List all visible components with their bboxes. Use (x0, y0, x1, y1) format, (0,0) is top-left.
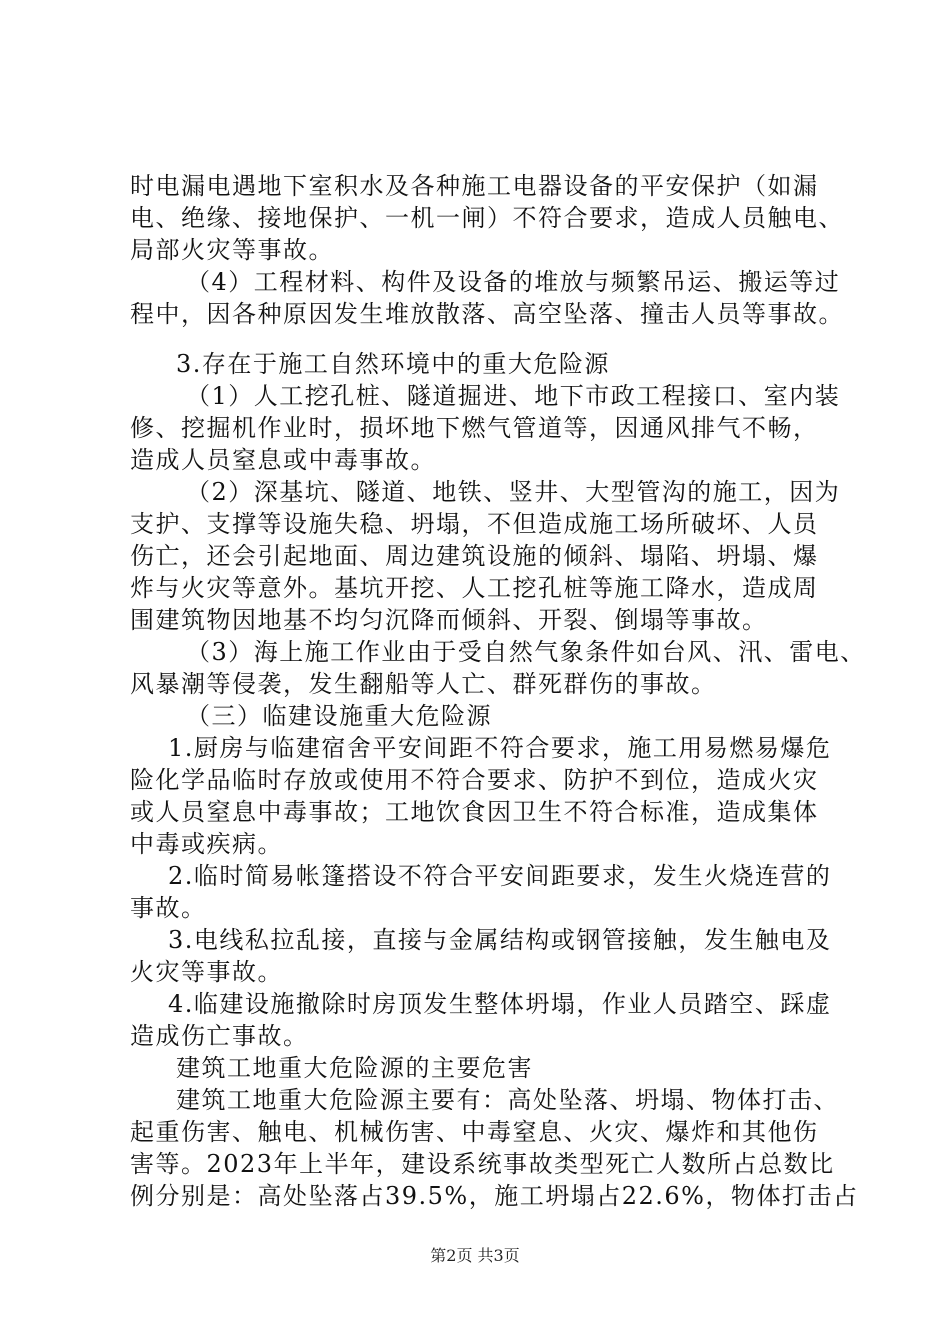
document-body (130, 170, 866, 1212)
text-line: 例分别是：高处坠落占39.5%，施工坍塌占22.6%，物体打击占 (130, 1182, 859, 1210)
text-line: （2）深基坑、隧道、地铁、竖井、大型管沟的施工，因为 (186, 478, 841, 506)
page-number: 第2页 共3页 (430, 1246, 520, 1265)
text-line: 围建筑物因地基不均匀沉降而倾斜、开裂、倒塌等事故。 (130, 606, 768, 634)
text-line: 伤亡，还会引起地面、周边建筑设施的倾斜、塌陷、坍塌、爆 (130, 542, 819, 570)
text-line: 险化学品临时存放或使用不符合要求、防护不到位，造成火灾 (130, 766, 819, 794)
text-line: 中毒或疾病。 (130, 830, 283, 858)
text-line: 害等。2023年上半年，建设系统事故类型死亡人数所占总数比 (130, 1150, 835, 1178)
text-line: 1.厨房与临建宿舍平安间距不符合要求，施工用易燃易爆危 (168, 734, 832, 762)
text-line: 3.电线私拉乱接，直接与金属结构或钢管接触，发生触电及 (168, 926, 832, 954)
section-heading: （三）临建设施重大危险源 (186, 702, 492, 730)
text-line: 火灾等事故。 (130, 958, 283, 986)
text-line: 时电漏电遇地下室积水及各种施工电器设备的平安保护（如漏 (130, 172, 819, 200)
text-line: 起重伤害、触电、机械伤害、中毒窒息、火灾、爆炸和其他伤 (130, 1118, 819, 1146)
text-line: 造成伤亡事故。 (130, 1022, 309, 1050)
text-line: 风暴潮等侵袭，发生翻船等人亡、群死群伤的事故。 (130, 670, 717, 698)
paragraph-gap (130, 330, 830, 348)
text-line: （1）人工挖孔桩、隧道掘进、地下市政工程接口、室内装 (186, 382, 841, 410)
section-heading: 建筑工地重大危险源的主要危害 (176, 1054, 533, 1082)
text-line: 电、绝缘、接地保护、一机一闸）不符合要求，造成人员触电、 (130, 204, 844, 232)
text-line: （3）海上施工作业由于受自然气象条件如台风、汛、雷电、 (186, 638, 866, 666)
text-line: 程中，因各种原因发生堆放散落、高空坠落、撞击人员等事故。 (130, 300, 844, 328)
text-line: 局部火灾等事故。 (130, 236, 334, 264)
text-line: 造成人员窒息或中毒事故。 (130, 446, 436, 474)
text-line: 或人员窒息中毒事故；工地饮食因卫生不符合标准，造成集体 (130, 798, 819, 826)
text-line: 建筑工地重大危险源主要有：高处坠落、坍塌、物体打击、 (176, 1086, 839, 1114)
text-line: 4.临建设施撤除时房顶发生整体坍塌，作业人员踏空、踩虚 (168, 990, 832, 1018)
text-line: 2.临时简易帐篷搭设不符合平安间距要求，发生火烧连营的 (168, 862, 832, 890)
text-line: 事故。 (130, 894, 207, 922)
section-heading: 3.存在于施工自然环境中的重大危险源 (176, 350, 610, 378)
text-line: 支护、支撑等设施失稳、坍塌，不但造成施工场所破坏、人员 (130, 510, 819, 538)
text-line: 炸与火灾等意外。基坑开挖、人工挖孔桩等施工降水，造成周 (130, 574, 819, 602)
text-line: 修、挖掘机作业时，损坏地下燃气管道等，因通风排气不畅， (130, 414, 819, 442)
text-line: （4）工程材料、构件及设备的堆放与频繁吊运、搬运等过 (186, 268, 841, 296)
